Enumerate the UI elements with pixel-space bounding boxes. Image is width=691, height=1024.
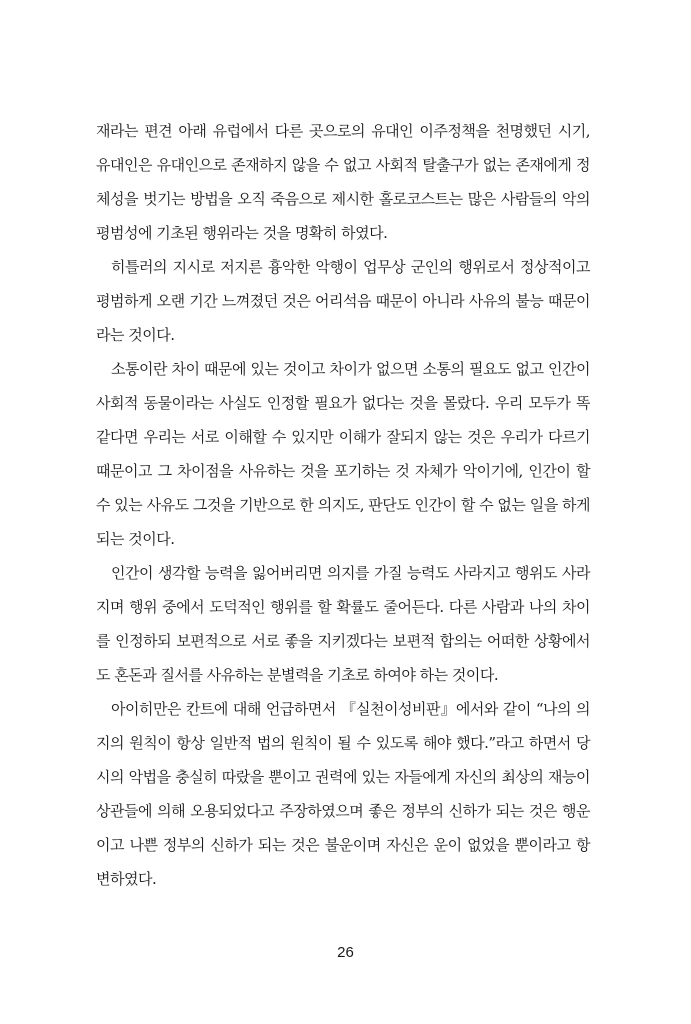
paragraph-5: 아이히만은 칸트에 대해 언급하면서 『실천이성비판』에서와 같이 “나의 의지의 원칙이 항상 일반적 법의 원칙이 될 수 있도록 해야 했다.”라고 하면서 당시의 악법을 충실히 따랐을 뿐이고 권력에 있는 자들에게 자신의 최상의 재능이 상관들에 의해 오용되었다고 주장하였으며 좋은 정부의 신하가 되는 것은 행운이고 나쁜 정부의 신하가 되는 것은 불운이며 자신은 운이 없었을 뿐이라고 항변하였다.	[96, 700, 590, 888]
paragraph-3: 소통이란 차이 때문에 있는 것이고 차이가 없으면 소통의 필요도 없고 인간이 사회적 동물이라는 사실도 인정할 필요가 없다는 것을 몰랐다. 우리 모두가 똑같다면 우리는 서로 이해할 수 있지만 이해가 잘되지 않는 것은 우리가 다르기 때문이고 그 차이점을 사유하는 것을 포기하는 것 자체가 악이기에, 인간이 할 수 있는 사유도 그것을 기반으로 한 의지도, 판단도 인간이 할 수 없는 일을 하게 되는 것이다.	[96, 360, 590, 548]
paragraph-1: 재라는 편견 아래 유럽에서 다른 곳으로의 유대인 이주정책을 천명했던 시기, 유대인은 유대인으로 존재하지 않을 수 없고 사회적 탈출구가 없는 존재에게 정체성을 벗기는 방법을 오직 죽음으로 제시한 홀로코스트는 많은 사람들의 악의 평범성에 기초된 행위라는 것을 명확히 하였다.	[96, 122, 590, 242]
body-text	[96, 114, 590, 896]
paragraph-2: 히틀러의 지시로 저지른 흉악한 악행이 업무상 군인의 행위로서 정상적이고 평범하게 오랜 기간 느껴졌던 것은 어리석음 때문이 아니라 사유의 불능 때문이라는 것이다.	[96, 258, 590, 344]
page-number: 26	[337, 944, 354, 961]
paragraph-4: 인간이 생각할 능력을 잃어버리면 의지를 가질 능력도 사라지고 행위도 사라지며 행위 중에서 도덕적인 행위를 할 확률도 줄어든다. 다른 사람과 나의 차이를 인정하되 보편적으로 서로 좋을 지키겠다는 보편적 합의는 어떠한 상황에서도 혼돈과 질서를 사유하는 분별력을 기초로 하여야 하는 것이다.	[96, 564, 590, 684]
